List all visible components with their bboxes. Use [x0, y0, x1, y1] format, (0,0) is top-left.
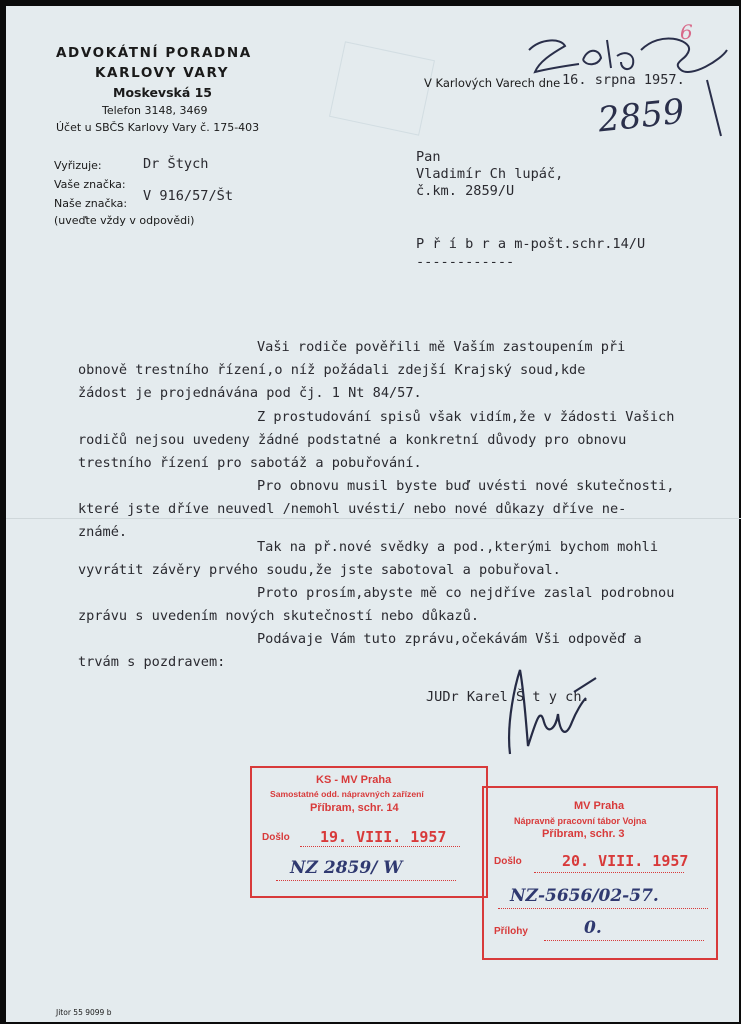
stamp-right-title: MV Praha: [574, 800, 625, 812]
stamp-left-title: KS - MV Praha: [316, 774, 392, 786]
stamp-left-received-date: 19. VIII. 1957: [320, 828, 447, 846]
received-stamp-left: [250, 766, 488, 898]
org-account: Účet u SBČS Karlovy Vary č. 175-403: [56, 121, 260, 134]
received-stamp-right: [482, 786, 718, 960]
body-line: Z prostudování spisů však vidím,že v žádosti Vašich: [257, 409, 675, 425]
addressee-address: P ř í b r a m-pošt.schr.14/U: [416, 236, 646, 252]
your-ref-label: Vaše značka:: [54, 178, 126, 191]
stamp-left-address: Příbram, schr. 14: [310, 802, 399, 814]
stamp-right-attachments-line: [544, 940, 704, 941]
addressee-salutation: Pan: [416, 149, 441, 165]
org-street: Moskevská 15: [113, 85, 213, 100]
body-line: žádost je projednávána pod čj. 1 Nt 84/57.: [78, 385, 422, 401]
org-city: KARLOVY VARY: [95, 65, 230, 81]
stamp-left-date-line: [300, 846, 460, 847]
addressee-id: č.km. 2859/U: [416, 183, 515, 199]
stamp-right-address: Příbram, schr. 3: [542, 828, 625, 840]
body-line: Podávaje Vám tuto zprávu,očekávám Vši odpověď a: [257, 631, 642, 647]
body-line: Proto prosím,abyste mě co nejdříve zaslal podrobnou: [257, 585, 675, 601]
body-line: obnově trestního řízení,o níž požádali zdejší Krajský soud,kde: [78, 362, 586, 378]
stamp-right-date-line: [534, 872, 684, 873]
org-name: ADVOKÁTNÍ PORADNA: [56, 45, 252, 61]
our-ref-label: Naše značka:: [54, 197, 128, 210]
stamp-right-received-label: Došlo: [494, 856, 522, 867]
address-underline: ------------: [416, 254, 515, 270]
handles-value: Dr Štych: [143, 156, 209, 172]
stamp-left-ref-line: [276, 880, 456, 881]
reply-note: (uveďte vždy v odpovědi): [54, 214, 195, 227]
stamp-right-dept: Nápravně pracovní tábor Vojna: [514, 816, 647, 826]
our-ref-value: V 916/57/Št: [143, 188, 234, 204]
stamp-right-attachments-value: 0.: [584, 918, 602, 938]
body-line: trestního řízení pro sabotáž a pobuřování.: [78, 455, 422, 471]
handwritten-number: 2859: [596, 91, 687, 141]
letter-page: [6, 6, 739, 1022]
stamp-right-received-date: 20. VIII. 1957: [562, 852, 689, 870]
stamp-left-ref: NZ 2859/ W: [290, 858, 403, 878]
addressee-name: Vladimír Ch lupáč,: [416, 166, 564, 182]
stamp-left-received-label: Došlo: [262, 832, 290, 843]
stamp-right-ref: NZ-5656/02-57.: [510, 886, 659, 906]
place-prefix: V Karlových Varech dne: [424, 76, 561, 90]
faint-stamp-impression: [329, 41, 435, 135]
body-line: známé.: [78, 524, 128, 540]
signature-name: JUDr Karel Š t y ch.: [426, 689, 590, 705]
letter-date: 16. srpna 1957.: [562, 72, 685, 88]
org-phone: Telefon 3148, 3469: [102, 104, 208, 117]
body-line: vyvrátit závěry prvého soudu,že jste sabotoval a pobuřoval.: [78, 562, 561, 578]
body-line: rodičů nejsou uvedeny žádné podstatné a konkretní důvody pro obnovu: [78, 432, 627, 448]
handles-label: Vyřizuje:: [54, 159, 102, 172]
stamp-left-dept: Samostatné odd. nápravných zařízení: [270, 789, 424, 799]
body-line: zprávu s uvedením nových skutečností nebo důkazů.: [78, 608, 480, 624]
paper-fold-line: [6, 518, 741, 519]
body-line: Tak na př.nové svědky a pod.,kterými bychom mohli: [257, 539, 659, 555]
body-line: které jste dříve neuvedl /nemohl uvésti/ nebo nové důkazy dříve ne-: [78, 501, 627, 517]
handwritten-signature: [486, 662, 606, 766]
handwritten-mark: 6: [680, 20, 693, 44]
body-line: Vaši rodiče pověřili mě Vaším zastoupením při: [257, 339, 626, 355]
body-line: Pro obnovu musil byste buď uvésti nové skutečnosti,: [257, 478, 675, 494]
print-code: Jitor 55 9099 b: [56, 1008, 112, 1017]
stamp-right-attachments-label: Přílohy: [494, 926, 528, 937]
stamp-right-ref-line: [498, 908, 708, 909]
body-line: trvám s pozdravem:: [78, 654, 226, 670]
